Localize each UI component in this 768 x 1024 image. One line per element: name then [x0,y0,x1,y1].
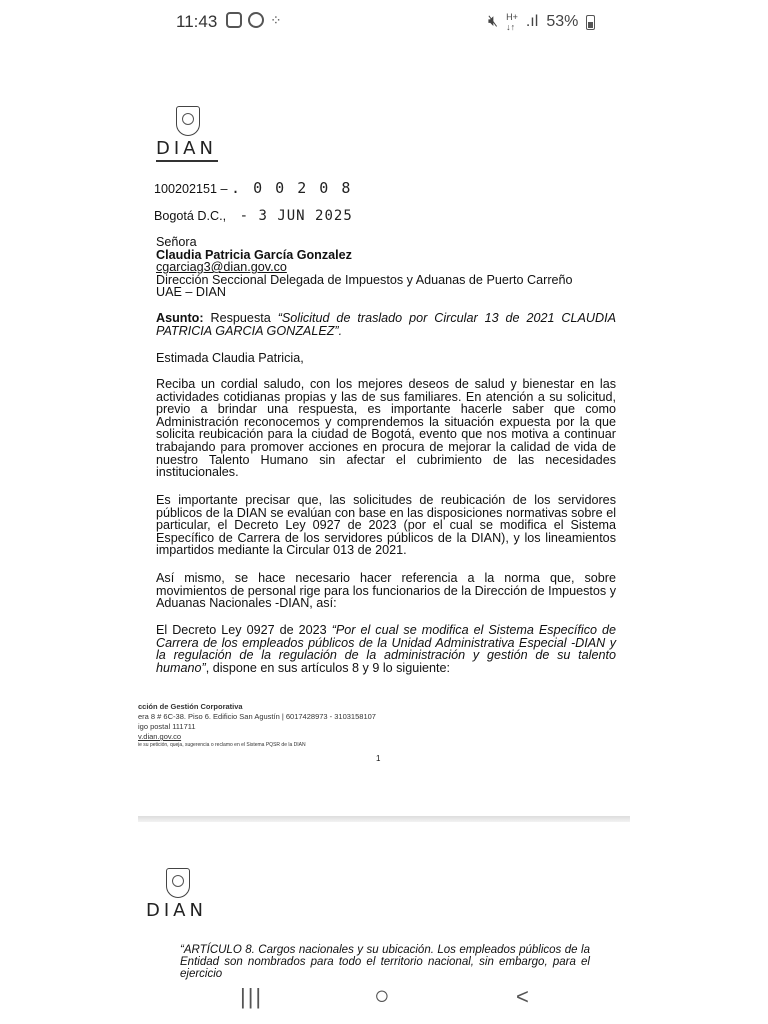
recipient-org: UAE – DIAN [156,285,226,300]
dian-logo [156,106,226,162]
place: Bogotá D.C., [154,209,227,223]
letter-footer [138,702,376,749]
reference-line [154,179,353,197]
page-number: 1 [376,754,381,763]
subject-prefix: Respuesta [210,311,271,325]
footer-postal: igo postal 111711 [138,722,196,731]
paragraph-1: Reciba un cordial saludo, con los mejores deseos de salud y bienestar en las actividades cotidianas propias y las de sus familiares. En atención a su solicitud, previo a brindar una respuesta, es importante hacerle saber que como Administración reconocemos y comprendemos la situación expuesta por la que solicita reubicación para la ciudad de Bogotá, evento que nos motiva a continuar trabajando para promover acciones en procura de mejorar la calidad de vida de nuestro Talento Humano sin afectar el cubrimiento de las necesidades institucionales. [156,377,616,480]
footer-notice: ie su petición, queja, sugerencia o reclamo en el Sistema PQSR de la DIAN [138,742,306,748]
logo-wordmark: DIAN [156,138,217,159]
reference-stamp: . 0 0 2 0 8 [231,179,353,197]
back-button[interactable]: < [516,984,529,1009]
navigation-bar [0,968,768,1024]
subject [156,312,616,337]
dian-logo-page-2 [146,868,216,921]
recipient-office: Dirección Seccional Delegada de Impuestos y Aduanas de Puerto Carreño [156,272,573,287]
recents-button[interactable]: ||| [240,984,264,1009]
page-divider [138,816,630,822]
data-icon: H+ ↓↑ [506,12,518,32]
recipient-block [156,236,616,299]
status-time: 11:43 [176,12,218,31]
reference-number: 100202151 – [154,182,228,196]
home-button[interactable]: ○ [374,980,390,1010]
document-page-1 [138,60,630,820]
footer-department: cción de Gestión Corporativa [138,702,243,711]
paragraph-3: Así mismo, se hace necesario hacer referencia a la norma que, sobre movimientos de personal rige para los funcionarios de la Dirección de Impuestos y Aduanas Nacionales -DIAN, así: [156,571,616,611]
decree-reference: El Decreto Ley 0927 de 2023 [156,623,327,637]
greeting: Estimada Claudia Patricia, [156,351,304,365]
coat-of-arms-icon [176,106,200,136]
instagram-icon [226,12,242,28]
grid-icon: ⁘ [270,12,282,28]
paragraph-4 [156,624,616,674]
date-stamp: - 3 JUN 2025 [239,208,353,224]
document-page-2 [138,826,630,980]
recipient-email: cgarciag3@dian.gov.co [156,260,287,275]
recipient-name: Claudia Patricia García Gonzalez [156,247,352,262]
decree-suffix: , dispone en sus artículos 8 y 9 lo siguiente: [205,660,451,675]
system-status [488,12,595,32]
signal-icon: .ıl [525,13,539,30]
logo-wordmark: DIAN [146,900,207,921]
mute-icon: 🔇︎ [488,13,499,30]
battery-level: 53% [546,13,579,30]
subject-label: Asunto: [156,311,204,325]
subject-text: “Solicitud de traslado por Circular 13 de 2021 CLAUDIA PATRICIA GARCIA GONZALEZ”. [156,311,617,338]
footer-website: v.dian.gov.co [138,732,182,741]
battery-icon [586,15,595,30]
paragraph-2: Es importante precisar que, las solicitudes de reubicación de los servidores públicos de la DIAN se evalúan con base en las disposiciones normativas sobre el particular, el Decreto Ley 0927 de 2023 (por el cual se modifica el Sistema Específico de Carrera de los servidores públicos de la DIAN), y los lineamientos impartidos mediante la Circular 013 de 2021. [156,493,616,558]
footer-address: era 8 # 6C-38. Piso 6. Edificio San Agustín | 6017428973 - 3103158107 [138,712,376,721]
decree-quote: “Por el cual se modifica el Sistema Específico de Carrera de los empleados públicos de la Unidad Administrativa Especial -DIAN y la regulación de la regulación de la administración y gestión de su talento humano” [156,623,617,675]
app-icon [248,12,264,28]
notification-icons [226,12,282,29]
coat-of-arms-icon [166,868,190,898]
salutation: Señora [156,235,197,249]
article-8-text: “ARTÍCULO 8. Cargos nacionales y su ubicación. Los empleados públicos de la Entidad son nombrados para todo el territorio nacional, sin embargo, para el ejercicio [180,944,590,980]
status-bar [0,0,768,46]
date-line [154,210,353,223]
